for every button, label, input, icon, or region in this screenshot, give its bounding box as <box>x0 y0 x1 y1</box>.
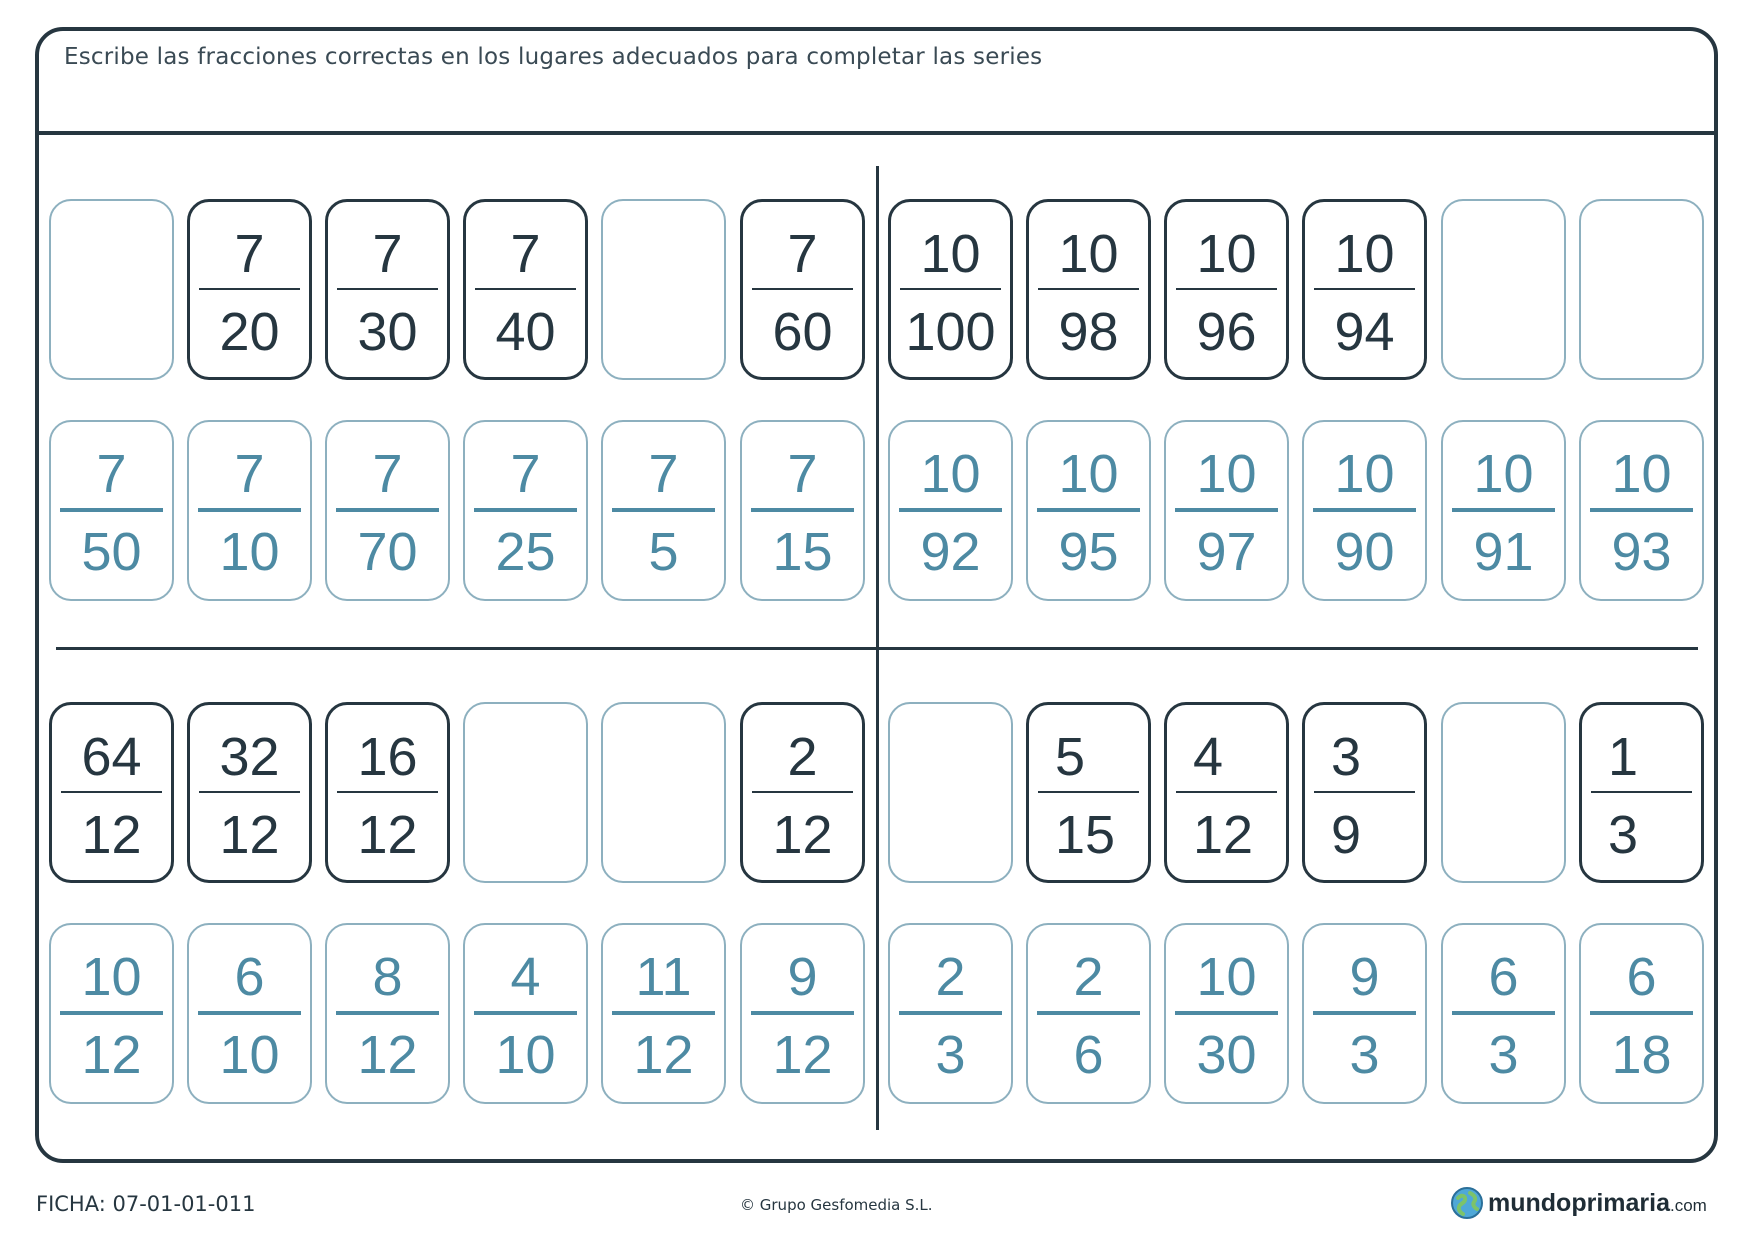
fraction-numerator: 6 <box>1488 947 1519 1007</box>
fraction-bar <box>899 508 1002 512</box>
fraction-bar <box>899 1011 1002 1015</box>
fraction-bar <box>1590 1011 1693 1015</box>
fraction-denominator: 5 <box>648 522 679 582</box>
fraction-denominator: 94 <box>1334 302 1395 362</box>
blank-answer-slot[interactable] <box>1579 199 1704 380</box>
series-fraction-card <box>1302 199 1427 380</box>
header-divider <box>35 131 1718 135</box>
answer-option-card[interactable] <box>1579 923 1704 1104</box>
series-fraction-card <box>187 199 312 380</box>
fraction-numerator: 2 <box>935 947 966 1007</box>
fraction-numerator: 4 <box>1193 727 1224 787</box>
series-fraction-card <box>1026 702 1151 883</box>
fraction-denominator: 90 <box>1334 522 1395 582</box>
fraction-denominator: 10 <box>219 1025 280 1085</box>
brand-name: mundoprimaria <box>1488 1188 1670 1217</box>
fraction-denominator: 25 <box>495 522 556 582</box>
answer-option-card[interactable] <box>187 923 312 1104</box>
fraction-bar <box>1176 288 1277 290</box>
series-fraction-card <box>1579 702 1704 883</box>
fraction-numerator: 10 <box>81 947 142 1007</box>
answer-option-card[interactable] <box>49 420 174 601</box>
series-fraction-card <box>325 702 450 883</box>
fraction-numerator: 10 <box>1058 444 1119 504</box>
fraction-denominator: 98 <box>1058 302 1119 362</box>
fraction-numerator: 6 <box>1626 947 1657 1007</box>
fraction-denominator: 12 <box>81 1025 142 1085</box>
fraction-bar <box>198 508 301 512</box>
fraction-numerator: 64 <box>81 727 142 787</box>
fraction-denominator: 12 <box>357 805 418 865</box>
brand-logo[interactable] <box>1450 1186 1707 1220</box>
answer-option-card[interactable] <box>740 923 865 1104</box>
blank-answer-slot[interactable] <box>601 199 726 380</box>
fraction-numerator: 11 <box>635 947 692 1007</box>
fraction-numerator: 2 <box>1073 947 1104 1007</box>
series-fraction-card <box>1302 702 1427 883</box>
series-fraction-card <box>49 702 174 883</box>
fraction-denominator: 15 <box>772 522 833 582</box>
fraction-numerator: 7 <box>372 224 403 284</box>
fraction-bar <box>474 508 577 512</box>
answer-option-card[interactable] <box>888 420 1013 601</box>
fraction-numerator: 1 <box>1608 727 1639 787</box>
fraction-numerator: 10 <box>920 224 981 284</box>
series-fraction-card <box>187 702 312 883</box>
series-fraction-card <box>463 199 588 380</box>
fraction-denominator: 100 <box>905 302 996 362</box>
series-fraction-card <box>1026 199 1151 380</box>
fraction-numerator: 7 <box>787 444 818 504</box>
fraction-numerator: 3 <box>1331 727 1362 787</box>
fraction-denominator: 91 <box>1473 522 1534 582</box>
answer-option-card[interactable] <box>49 923 174 1104</box>
fraction-bar <box>1037 1011 1140 1015</box>
answer-option-card[interactable] <box>463 923 588 1104</box>
fraction-bar <box>612 1011 715 1015</box>
fraction-bar <box>751 1011 854 1015</box>
fraction-numerator: 10 <box>1611 444 1672 504</box>
answer-option-card[interactable] <box>740 420 865 601</box>
fraction-bar <box>61 791 162 793</box>
fraction-denominator: 12 <box>219 805 280 865</box>
fraction-denominator: 30 <box>1196 1025 1257 1085</box>
brand-tld: .com <box>1669 1196 1707 1215</box>
fraction-bar <box>337 288 438 290</box>
fraction-denominator: 3 <box>1349 1025 1380 1085</box>
fraction-denominator: 9 <box>1331 805 1362 865</box>
answer-option-card[interactable] <box>1441 923 1566 1104</box>
fraction-bar <box>751 508 854 512</box>
series-fraction-card <box>740 702 865 883</box>
fraction-numerator: 7 <box>510 224 541 284</box>
blank-answer-slot[interactable] <box>463 702 588 883</box>
fraction-bar <box>1037 508 1140 512</box>
fraction-denominator: 6 <box>1073 1025 1104 1085</box>
fraction-denominator: 12 <box>772 805 833 865</box>
fraction-numerator: 10 <box>920 444 981 504</box>
fraction-denominator: 93 <box>1611 522 1672 582</box>
fraction-numerator: 6 <box>234 947 265 1007</box>
fraction-bar <box>1313 508 1416 512</box>
fraction-numerator: 10 <box>1473 444 1534 504</box>
fraction-bar <box>336 1011 439 1015</box>
series-fraction-card <box>1164 702 1289 883</box>
fraction-numerator: 8 <box>372 947 403 1007</box>
fraction-denominator: 3 <box>1608 805 1639 865</box>
fraction-numerator: 7 <box>510 444 541 504</box>
answer-option-card[interactable] <box>601 420 726 601</box>
fraction-numerator: 10 <box>1334 224 1395 284</box>
fraction-denominator: 15 <box>1055 805 1116 865</box>
fraction-denominator: 20 <box>219 302 280 362</box>
series-fraction-card <box>325 199 450 380</box>
fraction-numerator: 16 <box>357 727 418 787</box>
fraction-numerator: 7 <box>787 224 818 284</box>
fraction-denominator: 3 <box>935 1025 966 1085</box>
answer-option-card[interactable] <box>601 923 726 1104</box>
series-fraction-card <box>888 199 1013 380</box>
blank-answer-slot[interactable] <box>1441 199 1566 380</box>
fraction-denominator: 96 <box>1196 302 1257 362</box>
fraction-denominator: 30 <box>357 302 418 362</box>
fraction-denominator: 40 <box>495 302 556 362</box>
answer-option-card[interactable] <box>1164 923 1289 1104</box>
fraction-denominator: 3 <box>1488 1025 1519 1085</box>
fraction-denominator: 97 <box>1196 522 1257 582</box>
fraction-numerator: 9 <box>787 947 818 1007</box>
fraction-bar <box>336 508 439 512</box>
fraction-denominator: 10 <box>495 1025 556 1085</box>
answer-option-card[interactable] <box>187 420 312 601</box>
fraction-numerator: 7 <box>234 224 265 284</box>
fraction-bar <box>1175 508 1278 512</box>
fraction-denominator: 12 <box>633 1025 694 1085</box>
fraction-bar <box>1038 288 1139 290</box>
answer-option-card[interactable] <box>325 923 450 1104</box>
fraction-bar <box>60 1011 163 1015</box>
fraction-bar <box>199 288 300 290</box>
copyright-text: © Grupo Gesfomedia S.L. <box>740 1196 933 1214</box>
fraction-numerator: 10 <box>1058 224 1119 284</box>
fraction-numerator: 7 <box>372 444 403 504</box>
fraction-bar <box>1452 1011 1555 1015</box>
fraction-bar <box>199 791 300 793</box>
fraction-bar <box>612 508 715 512</box>
fraction-numerator: 32 <box>219 727 280 787</box>
fraction-denominator: 95 <box>1058 522 1119 582</box>
fraction-bar <box>1314 288 1415 290</box>
answer-option-card[interactable] <box>888 923 1013 1104</box>
fraction-denominator: 18 <box>1611 1025 1672 1085</box>
fraction-bar <box>752 288 853 290</box>
fraction-denominator: 12 <box>357 1025 418 1085</box>
blank-answer-slot[interactable] <box>1441 702 1566 883</box>
fraction-denominator: 12 <box>772 1025 833 1085</box>
answer-option-card[interactable] <box>1026 923 1151 1104</box>
answer-option-card[interactable] <box>1026 420 1151 601</box>
fraction-bar <box>752 791 853 793</box>
answer-option-card[interactable] <box>1302 420 1427 601</box>
fraction-numerator: 7 <box>648 444 679 504</box>
worksheet-code: FICHA: 07-01-01-011 <box>36 1192 256 1216</box>
fraction-denominator: 10 <box>219 522 280 582</box>
fraction-bar <box>1452 508 1555 512</box>
blank-answer-slot[interactable] <box>888 702 1013 883</box>
fraction-denominator: 92 <box>920 522 981 582</box>
fraction-numerator: 10 <box>1334 444 1395 504</box>
fraction-numerator: 10 <box>1196 224 1257 284</box>
fraction-bar <box>1038 791 1139 793</box>
fraction-bar <box>1313 1011 1416 1015</box>
fraction-bar <box>337 791 438 793</box>
fraction-denominator: 50 <box>81 522 142 582</box>
instruction-text: Escribe las fracciones correctas en los lugares adecuados para completar las series <box>64 44 1043 70</box>
fraction-numerator: 2 <box>787 727 818 787</box>
fraction-denominator: 12 <box>81 805 142 865</box>
fraction-bar <box>198 1011 301 1015</box>
fraction-denominator: 12 <box>1193 805 1254 865</box>
fraction-bar <box>900 288 1001 290</box>
fraction-numerator: 10 <box>1196 444 1257 504</box>
fraction-numerator: 9 <box>1349 947 1380 1007</box>
horizontal-divider <box>56 647 1698 650</box>
fraction-numerator: 7 <box>234 444 265 504</box>
fraction-numerator: 5 <box>1055 727 1086 787</box>
fraction-bar <box>1314 791 1415 793</box>
answer-option-card[interactable] <box>1441 420 1566 601</box>
answer-option-card[interactable] <box>1164 420 1289 601</box>
fraction-bar <box>1591 791 1692 793</box>
answer-option-card[interactable] <box>1579 420 1704 601</box>
fraction-denominator: 60 <box>772 302 833 362</box>
answer-option-card[interactable] <box>463 420 588 601</box>
fraction-denominator: 70 <box>357 522 418 582</box>
blank-answer-slot[interactable] <box>49 199 174 380</box>
fraction-bar <box>60 508 163 512</box>
fraction-bar <box>475 288 576 290</box>
fraction-numerator: 10 <box>1196 947 1257 1007</box>
answer-option-card[interactable] <box>1302 923 1427 1104</box>
globe-icon <box>1450 1186 1484 1220</box>
fraction-numerator: 4 <box>510 947 541 1007</box>
answer-option-card[interactable] <box>325 420 450 601</box>
fraction-numerator: 7 <box>96 444 127 504</box>
series-fraction-card <box>740 199 865 380</box>
fraction-bar <box>1176 791 1277 793</box>
blank-answer-slot[interactable] <box>601 702 726 883</box>
fraction-bar <box>474 1011 577 1015</box>
fraction-bar <box>1590 508 1693 512</box>
fraction-bar <box>1175 1011 1278 1015</box>
series-fraction-card <box>1164 199 1289 380</box>
